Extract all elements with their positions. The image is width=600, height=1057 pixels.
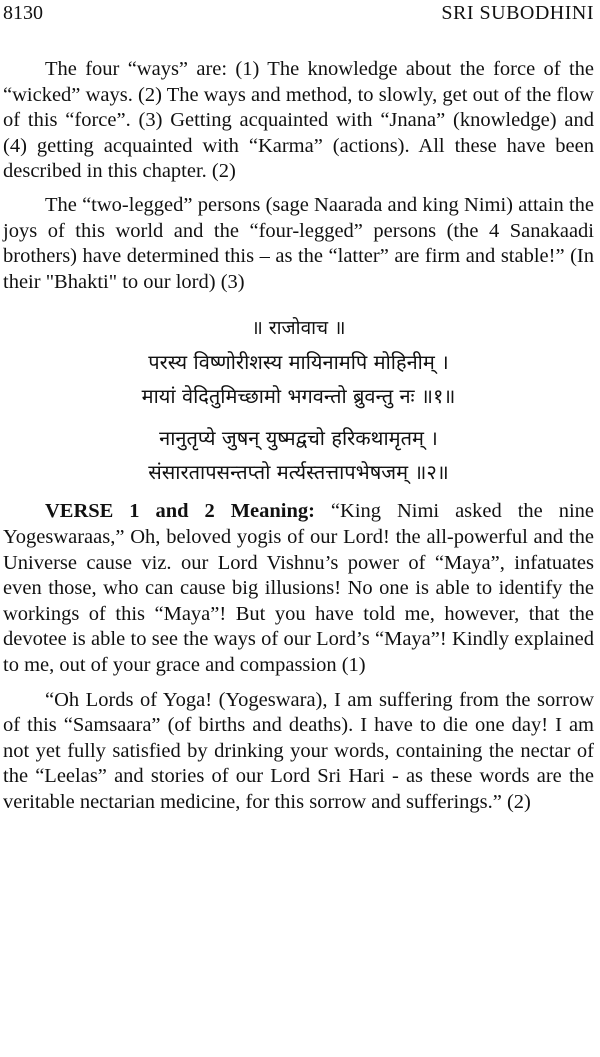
running-title: SRI SUBODHINI <box>441 2 594 24</box>
verse-meaning-heading: VERSE 1 and 2 Meaning: <box>45 500 315 523</box>
page-header <box>3 0 594 36</box>
verse-line-2: मायां वेदितुमिच्छामो भगवन्तो ब्रुवन्तु नः ॥१॥ <box>141 384 456 409</box>
verse-meaning-body: “King Nimi asked the nine Yogeswaraas,” Oh, beloved yogis of our Lord! the all-powerful and the Universe cause viz. our Lord Vishnu’s power of “Maya”, infatuates even those, who can cause big illusions! No one is able to identify the workings of this “Maya”! But you have told me, however, that the devotee is able to see the ways of our Lord’s “Maya”! Kindly explained to me, out of your grace and compassion (1) <box>3 500 594 676</box>
verse-gap <box>3 413 594 421</box>
verse-line-3: नानुतृप्ये जुषन् युष्मद्वचो हरिकथामृतम् । <box>159 426 438 451</box>
verse-title: ॥ राजोवाच ॥ <box>251 317 346 340</box>
page-number: 8130 <box>3 2 43 24</box>
paragraph-verse-meaning <box>3 499 594 678</box>
verse-line-1: परस्य विष्णोरीशस्य मायिनामपि मोहिनीम् । <box>148 350 449 375</box>
paragraph-lords-of-yoga: “Oh Lords of Yoga! (Yogeswara), I am suffering from the sorrow of this “Samsaara” (of births and deaths). I have to die one day! I am not yet fully satisfied by drinking your words, containing the nectar of the “Leelas” and stories of our Lord Sri Hari - as these words are the veritable nectarian medicine, for this sorrow and sufferings.” (2) <box>3 688 594 813</box>
verse-line-4: संसारतापसन्तप्तो मर्त्यस्तत्तापभेषजम् ॥२॥ <box>148 460 449 485</box>
paragraph-two-legged: The “two-legged” persons (sage Naarada and king Nimi) attain the joys of this world and the “four-legged” persons (the 4 Sanakaadi brothers) have determined this – as the “latter” are firm and stable!” (In their "Bhakti" to our lord) (3) <box>3 193 594 293</box>
paragraph-four-ways: The four “ways” are: (1) The knowledge about the force of the “wicked” ways. (2) The ways and method, to slowly, get out of the flow of this “force”. (3) Getting acquainted with “Jnana” (knowledge) and (4) getting acquainted with “Karma” (actions). All these have been described in this chapter. (2) <box>3 58 594 183</box>
sanskrit-verse <box>3 311 594 489</box>
